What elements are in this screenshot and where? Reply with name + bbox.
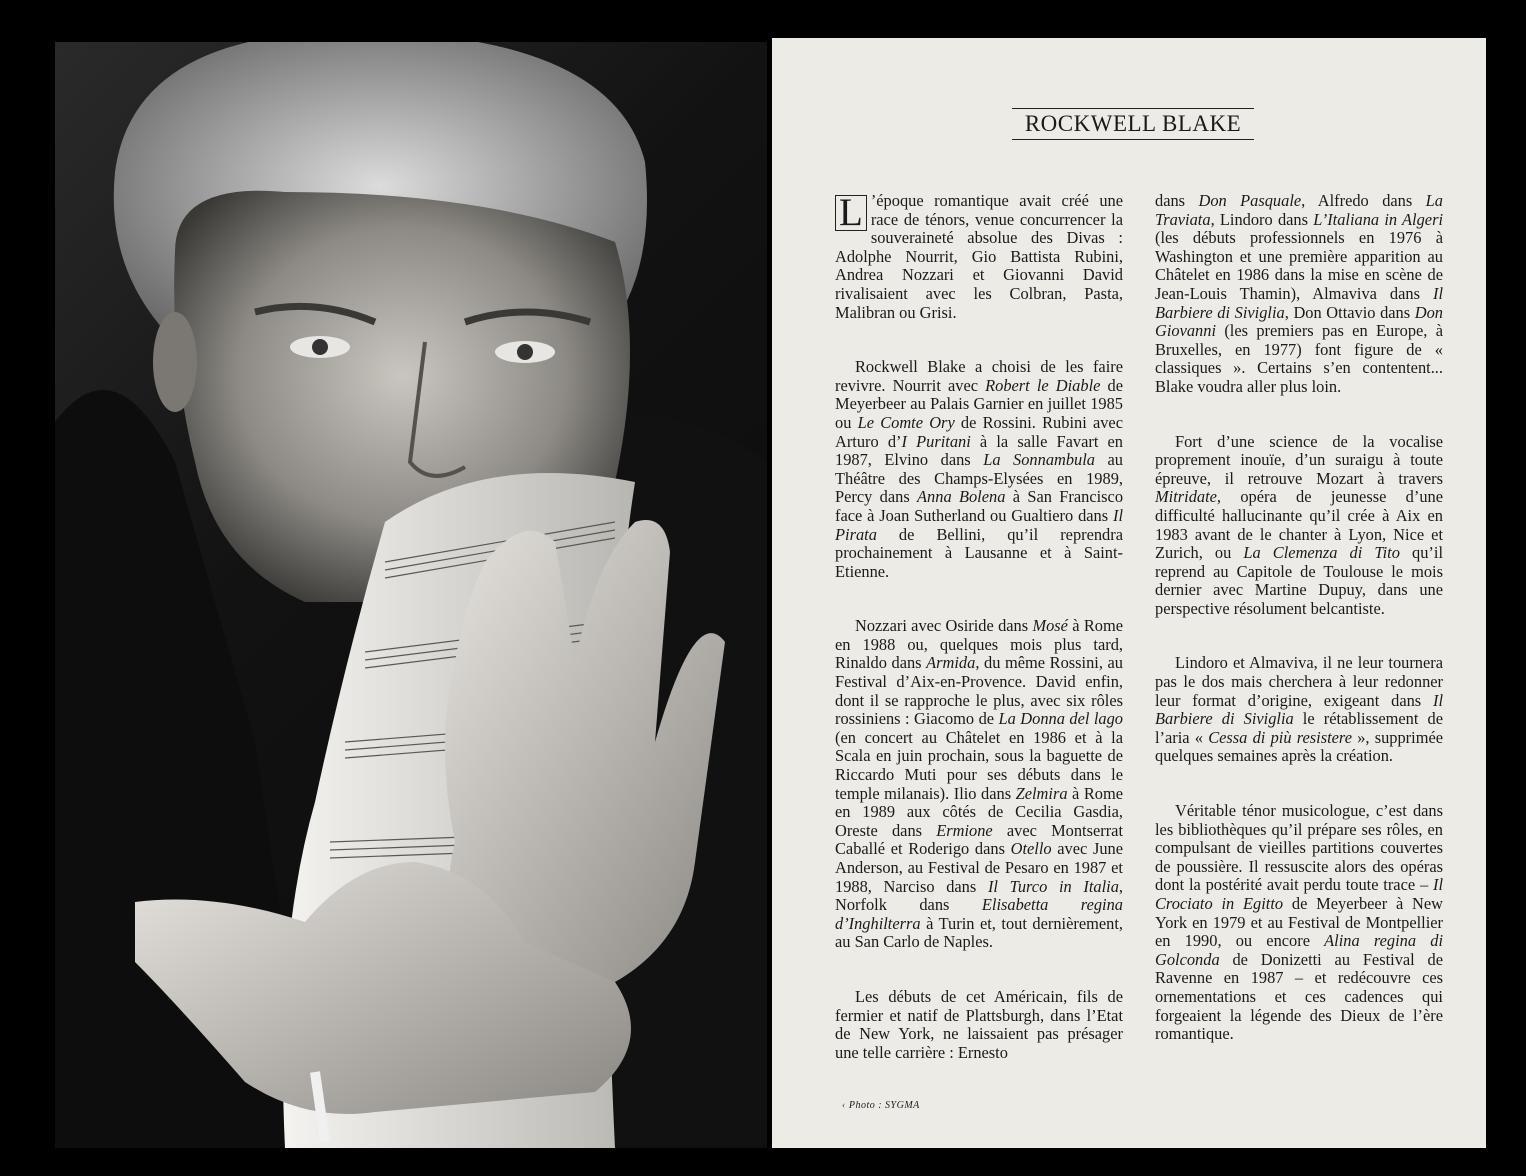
text-run: , Alfredo dans bbox=[1301, 191, 1426, 210]
work-title: Cessa di più resistere bbox=[1208, 727, 1352, 747]
work-title: Mosé bbox=[1032, 616, 1068, 636]
text-run: au Théâtre des Champs-Elysées en 1989, Percy dans bbox=[835, 450, 1123, 507]
work-title: La Traviata bbox=[1155, 191, 1443, 229]
text-run: qu’il reprend au Capitole de Toulouse le mois dernier avec Martine Dupuy, dans une perspective résolument belcantiste. bbox=[1155, 543, 1443, 618]
text-run: ’époque romantique avait créé une race de ténors, venue concurrencer la souveraineté absolue des Divas : Adolphe Nourrit, Gio Battista Rubini, Andrea Nozzari et Giovanni David rivalisaient avec les Colbran, Pasta, Malibran ou Grisi. bbox=[835, 191, 1123, 322]
work-title: Alina regina di Golconda bbox=[1155, 931, 1443, 969]
work-title: Elisabetta regina d’Inghilterra bbox=[835, 895, 1123, 933]
text-run: de Donizetti au Festival de Ravenne en 1987 – et redécouvre ces ornementations et ces cadences qui forgeaient la légende des Dieux de l’ère romantique. bbox=[1155, 949, 1443, 1044]
paragraph bbox=[835, 192, 1123, 322]
work-title: L’Italiana in Algeri bbox=[1313, 209, 1443, 229]
text-run: (les premiers pas en Europe, à Bruxelles, en 1977) font figure de « classiques ». Certains s’en contentent... Blake voudra aller plus loin. bbox=[1155, 321, 1443, 396]
text-run: , opéra de jeunesse d’une difficulté hallucinante qu’il crée à Aix en 1983 avant de le chanter à Lyon, Nice et Zurich, ou bbox=[1155, 487, 1443, 563]
work-title: Il Barbiere di Siviglia bbox=[1155, 690, 1443, 729]
text-run: , Norfolk dans bbox=[835, 876, 1123, 915]
work-title: La Donna del lago bbox=[998, 709, 1123, 729]
portrait-photo bbox=[55, 42, 767, 1148]
title-frame bbox=[1012, 108, 1254, 140]
text-run: avec Montserrat Caballé et Roderigo dans bbox=[835, 820, 1123, 859]
text-run: dans bbox=[1155, 191, 1199, 210]
text-run: (en concert au Châtelet en 1986 et à la Scala en juin prochain, sous la baguette de Riccardo Muti pour ses débuts dans le temple milanais). Ilio dans bbox=[835, 727, 1123, 803]
right-column bbox=[1155, 192, 1443, 1080]
article-page bbox=[772, 38, 1486, 1148]
work-title: Armida bbox=[926, 653, 976, 673]
text-run: le rétablissement de l’aria « bbox=[1155, 709, 1443, 747]
article-title: ROCKWELL BLAKE bbox=[1024, 111, 1242, 136]
text-run: , du même Rossini, au Festival d’Aix-en-Provence. David enfin, dont il se rapproche le plus, avec six rôles rossiniens : Giacomo de bbox=[835, 653, 1124, 729]
paragraph bbox=[1155, 802, 1443, 1044]
paragraph bbox=[1155, 654, 1443, 766]
work-title: Le Comte Ory bbox=[857, 412, 955, 432]
work-title: Otello bbox=[1010, 839, 1052, 859]
paragraph bbox=[835, 358, 1123, 581]
work-title: Il Turco in Italia bbox=[987, 876, 1119, 896]
work-title: Anna Bolena bbox=[917, 487, 1006, 507]
text-run: Nozzari avec Osiride dans bbox=[855, 616, 1033, 636]
paragraph bbox=[835, 988, 1123, 1062]
text-run: à Rome en 1989 aux côtés de Cecilia Gasdia, Oreste dans bbox=[835, 783, 1124, 840]
text-run: à San Francisco face à Joan Sutherland ou Gualtiero dans bbox=[835, 487, 1124, 525]
work-title: Il Pirata bbox=[835, 505, 1123, 544]
work-title: Robert le Diable bbox=[985, 375, 1101, 395]
work-title: Don Pasquale bbox=[1198, 191, 1302, 210]
portrait-photo-icon bbox=[55, 42, 767, 1148]
left-column bbox=[835, 192, 1123, 1098]
text-run: (les débuts professionnels en 1976 à Washington et une première apparition au Châtelet en 1986 dans la mise en scène de Jean-Louis Thamin), Almaviva dans bbox=[1155, 228, 1443, 303]
text-run: », supprimée quelques semaines après la création. bbox=[1155, 727, 1443, 766]
work-title: Don Giovanni bbox=[1155, 302, 1443, 341]
text-run: , Lindoro dans bbox=[1210, 209, 1314, 229]
text-run: Rockwell Blake a choisi de les faire revivre. Nourrit avec bbox=[835, 357, 1123, 395]
text-run: Véritable ténor musicologue, c’est dans les bibliothèques qu’il prépare ses rôles, en compulsant de vieilles partitions couvertes de poussière. Il ressuscite alors des opéras dont la postérité avait perdu toute trace – bbox=[1155, 801, 1443, 895]
photo-credit: ‹ Photo : SYGMA bbox=[842, 1100, 920, 1111]
work-title: La Clemenza di Tito bbox=[1243, 543, 1400, 563]
text-run: de Bellini, qu’il reprendra prochainement à Lausanne et à Saint-Etienne. bbox=[835, 524, 1123, 581]
text-run: Les débuts de cet Américain, fils de fermier et natif de Plattsburgh, dans l’Etat de New York, ne laissaient pas présager une telle carrière : Ernesto bbox=[835, 986, 1123, 1062]
text-run: à Rome en 1988 ou, quelques mois plus tard, Rinaldo dans bbox=[835, 616, 1124, 673]
text-run: à la salle Favart en 1987, Elvino dans bbox=[835, 431, 1123, 470]
text-run: de Rossini. Rubini avec Arturo d’ bbox=[835, 412, 1123, 451]
work-title: Ermione bbox=[936, 820, 993, 840]
work-title: Il Barbiere di Siviglia bbox=[1155, 283, 1443, 322]
text-run: , Don Ottavio dans bbox=[1284, 302, 1415, 322]
paragraph bbox=[1155, 433, 1443, 619]
text-run: Lindoro et Almaviva, il ne leur tournera pas le dos mais cherchera à leur redonner leur format d’origine, exigeant dans bbox=[1155, 653, 1443, 710]
work-title: Mitridate bbox=[1155, 487, 1217, 507]
drop-cap: L bbox=[835, 195, 867, 231]
work-title: Il Crociato in Egitto bbox=[1155, 875, 1443, 913]
text-run: Fort d’une science de la vocalise proprement inouïe, d’un suraigu à toute épreuve, il retrouve Mozart à travers bbox=[1155, 431, 1443, 488]
text-run: avec June Anderson, au Festival de Pesaro en 1987 et 1988, Narciso dans bbox=[835, 839, 1123, 896]
work-title: I Puritani bbox=[901, 431, 971, 451]
paragraph bbox=[1155, 192, 1443, 397]
text-run: de Meyerbeer au Palais Garnier en juillet 1985 ou bbox=[835, 375, 1123, 432]
text-run: à Turin et, tout dernièrement, au San Carlo de Naples. bbox=[835, 913, 1123, 952]
text-run: de Meyerbeer à New York en 1979 et au Festival de Montpellier en 1990, ou encore bbox=[1155, 894, 1443, 951]
paragraph bbox=[835, 617, 1123, 952]
work-title: La Sonnambula bbox=[983, 450, 1095, 470]
work-title: Zelmira bbox=[1015, 783, 1068, 803]
